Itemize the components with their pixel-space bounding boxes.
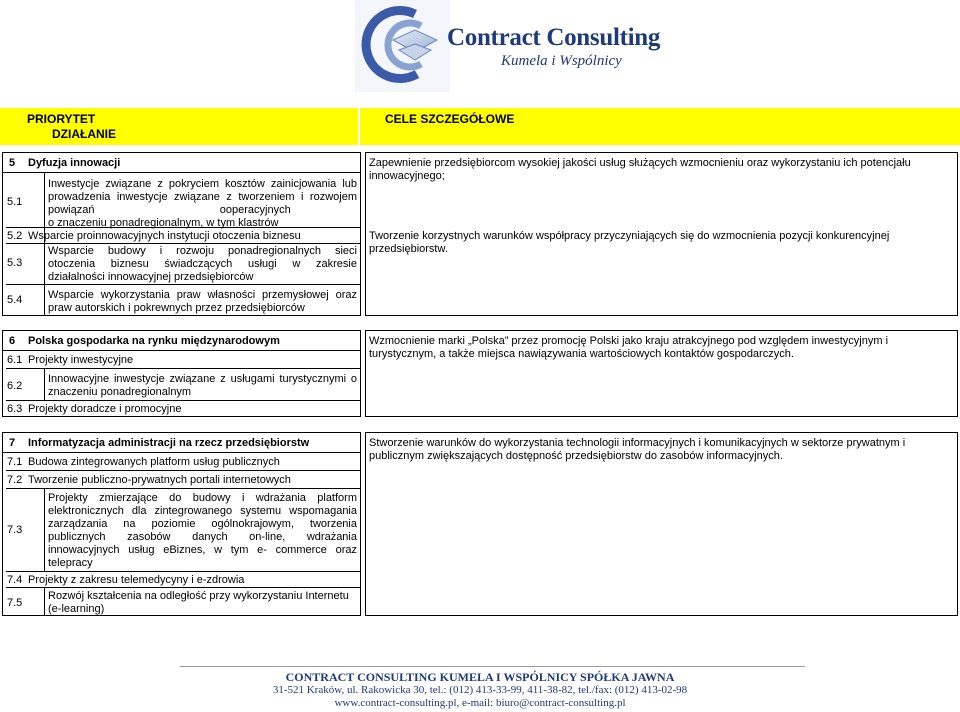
action-line: Tworzenie publiczno-prywatnych portali internetowych xyxy=(28,474,291,486)
action-description xyxy=(28,230,358,243)
action-line: Projekty zmierzające do budowy i wdrażania platform xyxy=(48,492,357,504)
action-number: 5.2 xyxy=(7,230,23,242)
action-description xyxy=(48,373,357,399)
footer-address: 31-521 Kraków, ul. Rakowicka 30, tel.: (012) 413-33-99, 411-38-82, tel./fax: (012) 413-02-98 xyxy=(272,684,688,696)
section-5-number: 5 xyxy=(9,157,16,169)
action-line: Wsparcie budowy i rozwoju ponadregionalnych sieci xyxy=(48,245,357,257)
action-line: Innowacyjne inwestycje związane z usługami turystycznymi o xyxy=(48,373,357,385)
action-line: Budowa zintegrowanych platform usług publicznych xyxy=(28,456,280,468)
action-description xyxy=(28,474,358,487)
section-5-vline xyxy=(44,172,45,316)
section-6-rule xyxy=(2,350,361,351)
section-7-vline xyxy=(44,587,45,616)
section-7-vline xyxy=(44,488,45,571)
section-5-goal xyxy=(369,230,955,256)
action-description xyxy=(28,574,358,587)
action-description xyxy=(48,590,357,616)
action-number: 7.3 xyxy=(7,524,23,536)
goal-line: Wzmocnienie marki „Polska” przez promocję Polski jako kraju atrakcyjnego pod względem inwestycyjnym i xyxy=(369,335,889,347)
action-description xyxy=(28,403,358,416)
section-6-title: Polska gospodarka na rynku międzynarodowym xyxy=(28,335,280,347)
action-line: Projekty inwestycyjne xyxy=(28,354,134,366)
action-line: działalności innowacyjnej przedsiębiorców xyxy=(48,271,254,283)
action-line: Projekty z zakresu telemedycyny i e-zdrowia xyxy=(28,574,245,586)
action-number: 7.4 xyxy=(7,574,23,586)
header-separator xyxy=(358,108,360,145)
section-7-title: Informatyzacja administracji na rzecz przedsiębiorstw xyxy=(28,437,310,449)
action-line: otoczenia biznesu świadczących usługi w zakresie xyxy=(48,258,357,270)
logo-text xyxy=(447,24,660,70)
section-7-number: 7 xyxy=(9,437,16,449)
action-line: prowadzenia inwestycje związane z tworzeniem i rozwojem xyxy=(48,191,357,203)
header-priority-label: PRIORYTET xyxy=(27,112,96,126)
action-description xyxy=(48,492,357,570)
action-number: 5.1 xyxy=(7,196,23,208)
section-6-vline xyxy=(44,368,45,400)
section-5-rule xyxy=(6,284,361,285)
action-number: 7.1 xyxy=(7,456,23,468)
goal-line: Stworzenie warunków do wykorzystania technologii informacyjnych i komunikacyjnych w sektorze prywatnym i xyxy=(369,437,906,449)
action-number: 6.1 xyxy=(7,354,23,366)
action-line: Wsparcie wykorzystania praw własności przemysłowej oraz xyxy=(48,289,357,301)
logo-company-name: Contract Consulting xyxy=(447,24,661,51)
action-description xyxy=(48,245,357,284)
goal-line: turystycznym, a także miejsca nawiązywania wartościowych kontaktów gospodarczych. xyxy=(369,348,794,360)
section-5-rule xyxy=(6,243,361,244)
action-line: Wsparcie proinnowacyjnych instytucji otoczenia biznesu xyxy=(28,230,301,242)
action-line: elektronicznych dla zintegrowanego systemu wspomagania xyxy=(48,505,357,517)
goal-line: Tworzenie korzystnych warunków współpracy przyczyniających się do wzmocnienia pozycji konkurencyjnej xyxy=(369,230,890,242)
footer-contact: www.contract-consulting.pl, e-mail: biuro@contract-consulting.pl xyxy=(334,697,626,709)
action-line: innowacyjnych usług eBiznes, w tym e- commerce oraz xyxy=(48,544,357,556)
action-number: 7.2 xyxy=(7,474,23,486)
action-line: (e-learning) xyxy=(48,603,105,615)
action-number: 5.4 xyxy=(7,294,23,306)
section-7-rule xyxy=(6,571,361,572)
section-7-rule xyxy=(6,587,361,588)
header-action-label: DZIAŁANIE xyxy=(52,127,116,141)
section-7-rule xyxy=(6,488,361,489)
action-line: zarządzania na poziomie ogólnokrajowym, tworzenia xyxy=(48,518,357,530)
action-line: publicznych zasobów danych on-line, wdrażania xyxy=(48,531,357,543)
goal-line: innowacyjnego; xyxy=(369,170,445,182)
section-6-goal xyxy=(369,335,955,361)
action-number: 7.5 xyxy=(7,597,23,609)
header-goals-label: CELE SZCZEGÓŁOWE xyxy=(385,112,515,126)
action-line: Rozwój kształcenia na odległość przy wykorzystaniu Internetu xyxy=(48,590,349,602)
action-number: 5.3 xyxy=(7,257,23,269)
action-line: praw autorskich i pokrewnych przez przedsiębiorców xyxy=(48,302,305,314)
footer-divider xyxy=(180,666,805,667)
action-line: o znaczeniu ponadregionalnym, w tym klastrów xyxy=(48,217,279,229)
action-number: 6.2 xyxy=(7,380,23,392)
action-line: telepracy xyxy=(48,557,93,569)
section-7-rule xyxy=(6,470,361,471)
action-description xyxy=(28,354,358,367)
section-5-rule xyxy=(2,172,361,173)
section-5-goal xyxy=(369,157,955,183)
action-description xyxy=(48,178,357,230)
logo-company-subtitle: Kumela i Wspólnicy xyxy=(501,53,622,69)
section-6-rule xyxy=(6,400,361,401)
action-description xyxy=(48,289,357,315)
action-number: 6.3 xyxy=(7,403,23,415)
action-line: Inwestycje związane z pokryciem kosztów zainicjowania lub xyxy=(48,178,357,190)
goal-line: przedsiębiorstw. xyxy=(369,243,448,255)
table-header-band xyxy=(0,108,960,145)
section-6-number: 6 xyxy=(9,335,16,347)
section-5-title: Dyfuzja innowacji xyxy=(28,157,121,169)
action-line: znaczeniu ponadregionalnym xyxy=(48,386,192,398)
goal-line: publicznym zwiększających dostępność przedsiębiorstw do zasobów informacyjnych. xyxy=(369,450,783,462)
section-7-rule xyxy=(2,452,361,453)
footer-company: CONTRACT CONSULTING KUMELA I WSPÓLNICY SPÓŁKA JAWNA xyxy=(285,670,675,684)
section-6-rule xyxy=(6,368,361,369)
action-line: powiązań ooperacyjnych xyxy=(48,204,291,216)
action-description xyxy=(28,456,358,469)
action-line: Projekty doradcze i promocyjne xyxy=(28,403,182,415)
section-7-goal xyxy=(369,437,955,463)
goal-line: Zapewnienie przedsiębiorcom wysokiej jakości usług służących wzmocnieniu oraz wykorzystaniu ich potencjału xyxy=(369,157,911,169)
